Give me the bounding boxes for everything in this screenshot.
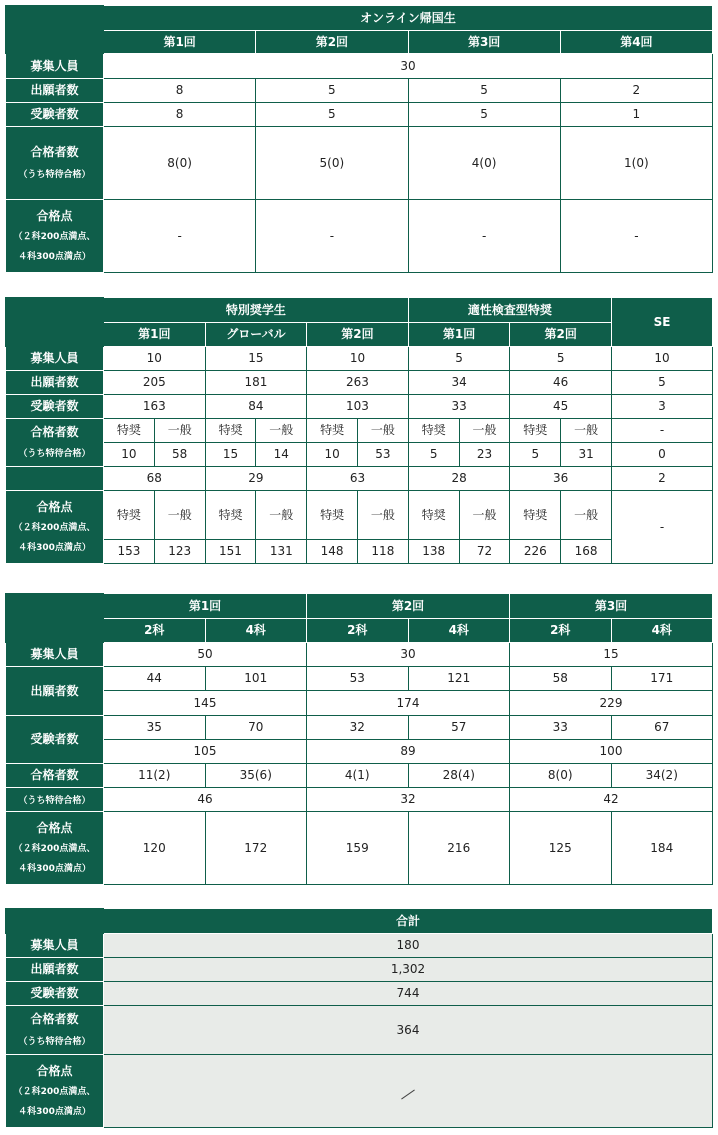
corner-cell xyxy=(6,909,104,934)
cell-passers-general: 53 xyxy=(357,443,408,467)
cell-recruit: 5 xyxy=(510,347,612,371)
cell-passers-4: 35(6) xyxy=(205,764,307,788)
score-label: 合格点 xyxy=(36,500,73,514)
cell-examinees-2: 35 xyxy=(104,716,206,740)
passers-note: （うち特待合格） xyxy=(18,449,91,460)
cell-total-passers: 364 xyxy=(104,1006,713,1055)
cell-applicants: 5 xyxy=(256,79,408,103)
cell-general-label: 一般 xyxy=(154,419,205,443)
cell-examinees-4: 57 xyxy=(408,716,510,740)
row-label-applicants: 出願者数 xyxy=(6,79,104,103)
cell-score-4: 216 xyxy=(408,812,510,885)
score-note-2: ４科300点満点） xyxy=(18,543,91,554)
cell-examinees: 45 xyxy=(510,395,612,419)
cell-passers-general: 31 xyxy=(561,443,612,467)
cell-passers-general: 58 xyxy=(154,443,205,467)
row-label-examinees: 受験者数 xyxy=(6,103,104,127)
cell-passers-special: 10 xyxy=(307,443,358,467)
cell-total-examinees: 744 xyxy=(104,982,713,1006)
score-note-2: ４科300点満点） xyxy=(18,864,91,875)
cell-passers-total: 63 xyxy=(307,467,409,491)
cell-score: - xyxy=(104,200,256,273)
cell-examinees: 84 xyxy=(205,395,307,419)
cell-applicants: 34 xyxy=(408,371,510,395)
round-header: 第2回 xyxy=(510,323,612,347)
cell-recruit: 30 xyxy=(307,643,510,667)
row-label-recruit: 募集人員 xyxy=(6,643,104,667)
cell-score-2: 159 xyxy=(307,812,409,885)
cell-general-label: 一般 xyxy=(561,419,612,443)
passers-note: （うち特待合格） xyxy=(18,796,91,807)
cell-examinees: 1 xyxy=(560,103,712,127)
cell-passers-total: 32 xyxy=(307,788,510,812)
row-label-recruit: 募集人員 xyxy=(6,347,104,371)
cell-general-label: 一般 xyxy=(459,419,510,443)
cell-passers-total: 42 xyxy=(510,788,713,812)
cell-applicants: 5 xyxy=(612,371,713,395)
cell-general-label: 一般 xyxy=(256,491,307,540)
passers-label: 合格者数 xyxy=(30,1012,79,1027)
cell-score: - xyxy=(408,200,560,273)
cell-recruit: 15 xyxy=(205,347,307,371)
round-header: 第4回 xyxy=(560,31,712,54)
cell-passers-special: 10 xyxy=(104,443,155,467)
cell-applicants-total: 229 xyxy=(510,691,713,716)
row-label-examinees: 受験者数 xyxy=(6,982,104,1006)
cell-general-label: 一般 xyxy=(357,491,408,540)
cell-applicants-4: 121 xyxy=(408,667,510,691)
subject-header-4: 4科 xyxy=(408,619,510,643)
cell-examinees-total: 105 xyxy=(104,740,307,764)
round-header: 第2回 xyxy=(307,594,510,619)
cell-examinees: 103 xyxy=(307,395,409,419)
score-note-1: （２科200点満点、 xyxy=(13,232,96,243)
cell-passers-total: 28 xyxy=(408,467,510,491)
score-label: 合格点 xyxy=(36,1064,73,1078)
cell-score-general: 131 xyxy=(256,540,307,564)
row-label-recruit: 募集人員 xyxy=(6,934,104,958)
passers-label: 合格者数 xyxy=(30,424,79,439)
round-header: 第3回 xyxy=(408,31,560,54)
cell-total-score xyxy=(104,1055,713,1128)
cell-passers-2: 8(0) xyxy=(510,764,612,788)
row-label-examinees: 受験者数 xyxy=(6,716,104,764)
cell-passers-total: 68 xyxy=(104,467,206,491)
row-label-passers: 合格者数 xyxy=(6,764,104,788)
cell-applicants: 5 xyxy=(408,79,560,103)
cell-se-dash: - xyxy=(612,419,713,443)
general-exam-table xyxy=(5,593,713,885)
cell-passers: 5(0) xyxy=(256,127,408,200)
passers-note: （うち特待合格） xyxy=(18,1036,91,1047)
cell-passers-total: 46 xyxy=(104,788,307,812)
cell-passers-4: 28(4) xyxy=(408,764,510,788)
cell-recruit: 10 xyxy=(612,347,713,371)
score-note-1: （２科200点満点、 xyxy=(13,523,96,534)
cell-special-label: 特奨 xyxy=(307,491,358,540)
cell-applicants-2: 53 xyxy=(307,667,409,691)
row-label-passers xyxy=(6,419,104,467)
round-header: 第1回 xyxy=(104,31,256,54)
cell-applicants-2: 58 xyxy=(510,667,612,691)
row-label-score xyxy=(6,812,104,885)
row-label-recruit: 募集人員 xyxy=(6,54,104,79)
cell-score-general: 123 xyxy=(154,540,205,564)
cell-passers: 4(0) xyxy=(408,127,560,200)
cell-score: - xyxy=(560,200,712,273)
row-label-blank xyxy=(6,467,104,491)
cell-score-general: 118 xyxy=(357,540,408,564)
totals-table xyxy=(5,908,713,1128)
subject-header-2: 2科 xyxy=(307,619,409,643)
cell-general-label: 一般 xyxy=(561,491,612,540)
cell-score: - xyxy=(256,200,408,273)
cell-examinees: 3 xyxy=(612,395,713,419)
cell-applicants: 46 xyxy=(510,371,612,395)
cell-score-special: 151 xyxy=(205,540,256,564)
cell-applicants-4: 101 xyxy=(205,667,307,691)
cell-special-label: 特奨 xyxy=(307,419,358,443)
cell-applicants-total: 174 xyxy=(307,691,510,716)
round-header: 第2回 xyxy=(256,31,408,54)
cell-score-2: 120 xyxy=(104,812,206,885)
corner-cell xyxy=(6,594,104,643)
cell-recruit: 10 xyxy=(104,347,206,371)
subject-header-4: 4科 xyxy=(205,619,307,643)
scholarship-table xyxy=(5,297,713,564)
cell-special-label: 特奨 xyxy=(104,419,155,443)
cell-recruit: 15 xyxy=(510,643,713,667)
round-header: グローバル xyxy=(205,323,307,347)
cell-examinees: 163 xyxy=(104,395,206,419)
cell-examinees: 8 xyxy=(104,103,256,127)
cell-passers-general: 14 xyxy=(256,443,307,467)
cell-applicants-total: 145 xyxy=(104,691,307,716)
cell-examinees: 33 xyxy=(408,395,510,419)
slash-mark-icon xyxy=(401,1089,415,1099)
row-label-applicants: 出願者数 xyxy=(6,371,104,395)
cell-total-applicants: 1,302 xyxy=(104,958,713,982)
cell-recruit: 30 xyxy=(104,54,713,79)
row-label-score xyxy=(6,200,104,273)
cell-examinees: 5 xyxy=(408,103,560,127)
group-header-special: 特別奨学生 xyxy=(104,298,409,323)
group-header-aptitude: 適性検査型特奨 xyxy=(408,298,611,323)
cell-score-special: 138 xyxy=(408,540,459,564)
cell-passers-total: 36 xyxy=(510,467,612,491)
cell-score-2: 125 xyxy=(510,812,612,885)
row-label-applicants: 出願者数 xyxy=(6,667,104,716)
cell-passers-total: 29 xyxy=(205,467,307,491)
cell-passers-4: 34(2) xyxy=(611,764,713,788)
cell-examinees-2: 33 xyxy=(510,716,612,740)
cell-recruit: 5 xyxy=(408,347,510,371)
cell-total-recruit: 180 xyxy=(104,934,713,958)
group-header: オンライン帰国生 xyxy=(104,6,713,31)
corner-cell xyxy=(6,298,104,347)
cell-applicants: 2 xyxy=(560,79,712,103)
corner-cell xyxy=(6,6,104,54)
cell-passers: 1(0) xyxy=(560,127,712,200)
cell-special-label: 特奨 xyxy=(510,491,561,540)
cell-score-special: 148 xyxy=(307,540,358,564)
cell-applicants: 181 xyxy=(205,371,307,395)
cell-examinees-total: 100 xyxy=(510,740,713,764)
score-note-1: （２科200点満点、 xyxy=(13,844,96,855)
row-label-applicants: 出願者数 xyxy=(6,958,104,982)
cell-applicants: 205 xyxy=(104,371,206,395)
cell-special-label: 特奨 xyxy=(408,419,459,443)
cell-score-general: 72 xyxy=(459,540,510,564)
cell-applicants: 8 xyxy=(104,79,256,103)
online-returnee-table xyxy=(5,5,713,273)
cell-special-label: 特奨 xyxy=(205,419,256,443)
score-label: 合格点 xyxy=(36,209,73,223)
cell-special-label: 特奨 xyxy=(205,491,256,540)
round-header: 第1回 xyxy=(408,323,510,347)
cell-general-label: 一般 xyxy=(154,491,205,540)
cell-applicants: 263 xyxy=(307,371,409,395)
row-label-score xyxy=(6,1055,104,1128)
cell-se-special: 0 xyxy=(612,443,713,467)
cell-passers-special: 5 xyxy=(408,443,459,467)
total-header: 合計 xyxy=(104,909,713,934)
cell-examinees-4: 70 xyxy=(205,716,307,740)
cell-se-score: - xyxy=(612,491,713,564)
cell-score-special: 226 xyxy=(510,540,561,564)
score-note-2: ４科300点満点） xyxy=(18,1107,91,1118)
cell-passers-general: 23 xyxy=(459,443,510,467)
score-note-2: ４科300点満点） xyxy=(18,252,91,263)
passers-label: 合格者数 xyxy=(30,145,79,160)
subject-header-2: 2科 xyxy=(510,619,612,643)
row-label-passers xyxy=(6,1006,104,1055)
cell-passers-special: 15 xyxy=(205,443,256,467)
cell-recruit: 50 xyxy=(104,643,307,667)
cell-score-special: 153 xyxy=(104,540,155,564)
cell-applicants-2: 44 xyxy=(104,667,206,691)
cell-passers-special: 5 xyxy=(510,443,561,467)
cell-passers: 8(0) xyxy=(104,127,256,200)
cell-general-label: 一般 xyxy=(256,419,307,443)
cell-score-general: 168 xyxy=(561,540,612,564)
subject-header-4: 4科 xyxy=(611,619,713,643)
cell-passers-2: 4(1) xyxy=(307,764,409,788)
cell-general-label: 一般 xyxy=(357,419,408,443)
score-note-1: （２科200点満点、 xyxy=(13,1087,96,1098)
cell-examinees-2: 32 xyxy=(307,716,409,740)
cell-score-4: 184 xyxy=(611,812,713,885)
row-label-score xyxy=(6,491,104,564)
cell-examinees-4: 67 xyxy=(611,716,713,740)
score-label: 合格点 xyxy=(36,821,73,835)
subject-header-2: 2科 xyxy=(104,619,206,643)
cell-applicants-4: 171 xyxy=(611,667,713,691)
row-label-examinees: 受験者数 xyxy=(6,395,104,419)
cell-passers-2: 11(2) xyxy=(104,764,206,788)
passers-note: （うち特待合格） xyxy=(18,169,91,180)
cell-special-label: 特奨 xyxy=(408,491,459,540)
cell-score-4: 172 xyxy=(205,812,307,885)
round-header: 第2回 xyxy=(307,323,409,347)
round-header: 第1回 xyxy=(104,594,307,619)
round-header: 第1回 xyxy=(104,323,206,347)
cell-special-label: 特奨 xyxy=(510,419,561,443)
cell-recruit: 10 xyxy=(307,347,409,371)
cell-se-total: 2 xyxy=(612,467,713,491)
cell-examinees: 5 xyxy=(256,103,408,127)
cell-special-label: 特奨 xyxy=(104,491,155,540)
round-header: 第3回 xyxy=(510,594,713,619)
cell-examinees-total: 89 xyxy=(307,740,510,764)
cell-general-label: 一般 xyxy=(459,491,510,540)
row-label-passers xyxy=(6,127,104,200)
row-label-passers-note xyxy=(6,788,104,812)
group-header-se: SE xyxy=(612,298,713,347)
